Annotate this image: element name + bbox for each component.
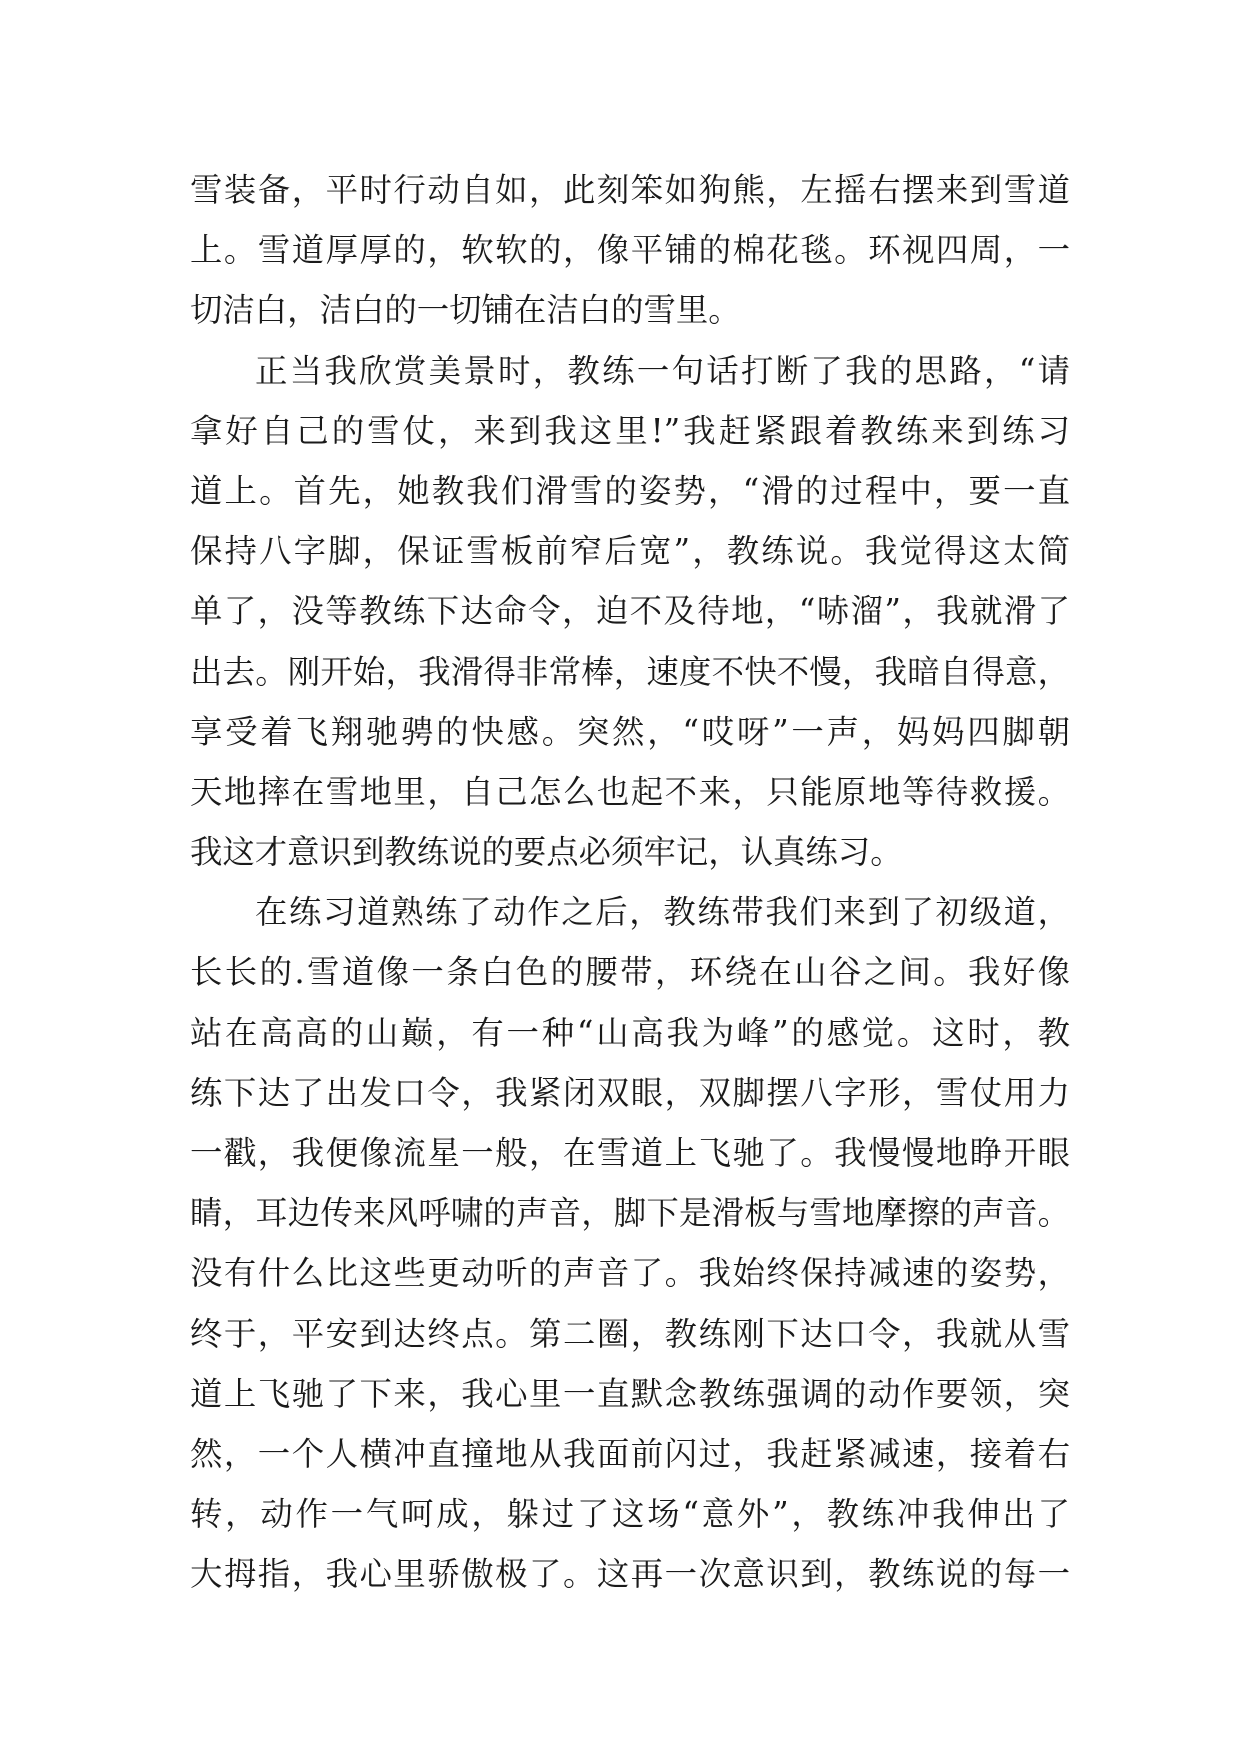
text-line: 单了，没等教练下达命令，迫不及待地，“哧溜”，我就滑了 — [190, 592, 1070, 631]
text-line: 出去。刚开始，我滑得非常棒，速度不快不慢，我暗自得意， — [190, 652, 1070, 691]
text-line: 保持八字脚，保证雪板前窄后宽”，教练说。我觉得这太简 — [190, 532, 1070, 571]
text-line: 道上。首先，她教我们滑雪的姿势，“滑的过程中，要一直 — [190, 471, 1070, 510]
text-line: 天地摔在雪地里，自己怎么也起不来，只能原地等待救援。 — [190, 772, 1070, 811]
paragraph-first-line: 在练习道熟练了动作之后，教练带我们来到了初级道， — [255, 893, 1070, 932]
text-line: 大拇指，我心里骄傲极了。这再一次意识到，教练说的每一 — [190, 1555, 1070, 1594]
text-line: 转，动作一气呵成，躲过了这场“意外”，教练冲我伸出了 — [190, 1495, 1070, 1534]
text-line: 长长的.雪道像一条白色的腰带，环绕在山谷之间。我好像 — [190, 953, 1070, 992]
text-line: 站在高高的山巅，有一种“山高我为峰”的感觉。这时，教 — [190, 1013, 1070, 1052]
text-line: 拿好自己的雪仗，来到我这里!”我赶紧跟着教练来到练习 — [190, 411, 1070, 450]
text-line: 没有什么比这些更动听的声音了。我始终保持减速的姿势， — [190, 1254, 1070, 1293]
text-line: 雪装备，平时行动自如，此刻笨如狗熊，左摇右摆来到雪道 — [190, 171, 1070, 209]
text-line: 我这才意识到教练说的要点必须牢记，认真练习。 — [190, 833, 903, 872]
text-line: 睛，耳边传来风呼啸的声音，脚下是滑板与雪地摩擦的声音。 — [190, 1194, 1070, 1233]
text-line: 练下达了出发口令，我紧闭双眼，双脚摆八字形，雪仗用力 — [190, 1073, 1070, 1112]
body-text — [190, 160, 1070, 1605]
text-line: 一戳，我便像流星一般，在雪道上飞驰了。我慢慢地睁开眼 — [190, 1134, 1070, 1172]
text-line: 道上飞驰了下来，我心里一直默念教练强调的动作要领，突 — [190, 1374, 1070, 1413]
text-line: 上。雪道厚厚的，软软的，像平铺的棉花毯。环视四周，一 — [190, 231, 1070, 270]
text-line: 然，一个人横冲直撞地从我面前闪过，我赶紧减速，接着右 — [190, 1434, 1070, 1473]
paragraph-first-line: 正当我欣赏美景时，教练一句话打断了我的思路，“请 — [255, 351, 1070, 390]
text-line: 切洁白，洁白的一切铺在洁白的雪里。 — [190, 291, 741, 330]
text-line: 终于，平安到达终点。第二圈，教练刚下达口令，我就从雪 — [190, 1314, 1070, 1353]
text-line: 享受着飞翔驰骋的快感。突然，“哎呀”一声，妈妈四脚朝 — [190, 712, 1070, 751]
